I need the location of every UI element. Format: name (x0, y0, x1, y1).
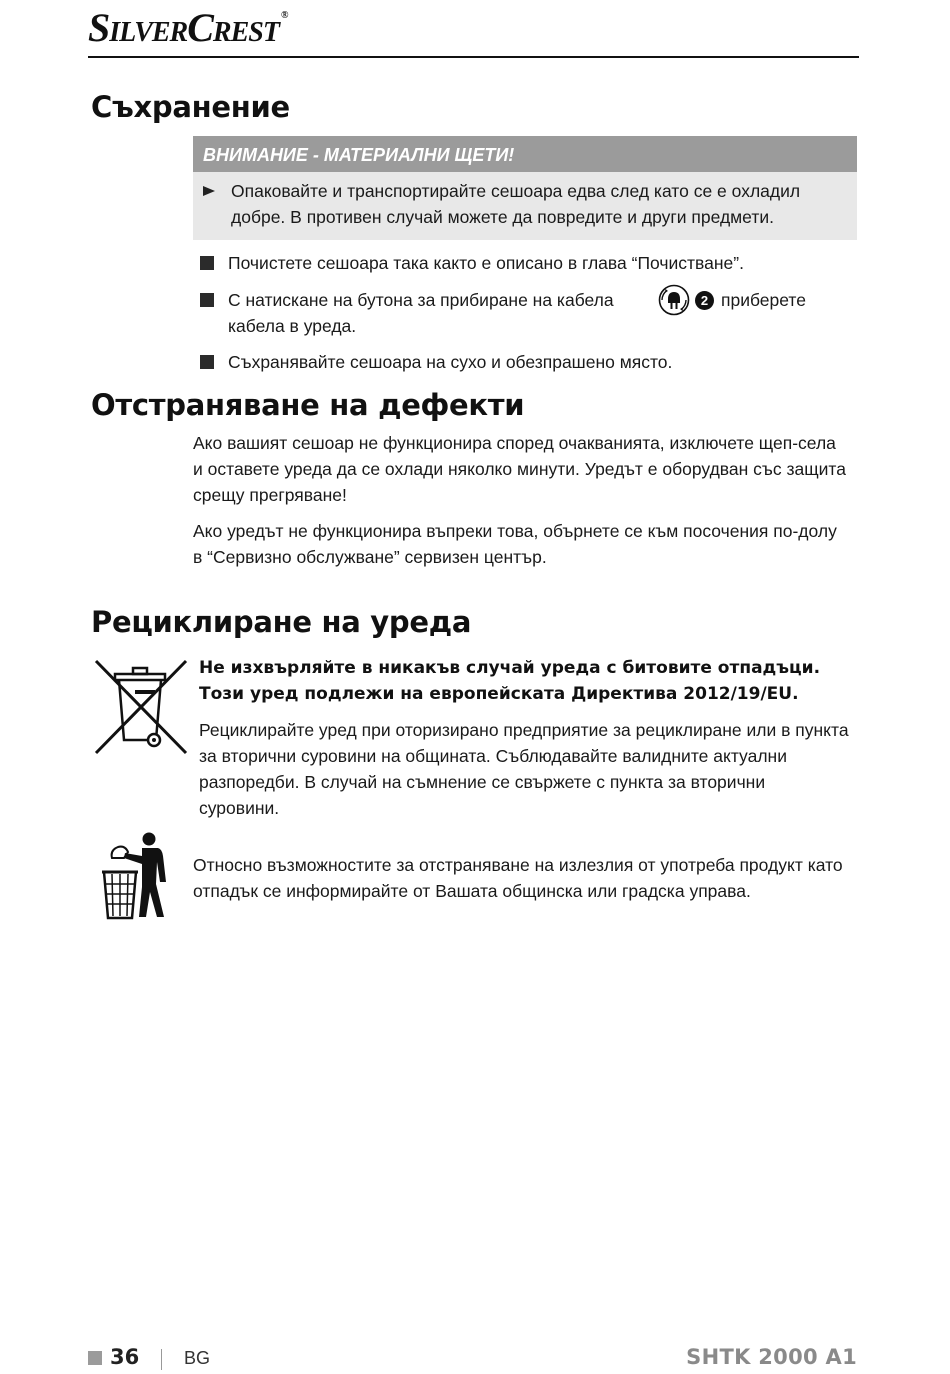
footer-language: BG (184, 1348, 211, 1368)
storage-bullet-3: Съхранявайте сешоара на сухо и обезпрашено място. (228, 352, 673, 372)
storage-title: Съхранение (91, 90, 290, 124)
storage-bullet-2-part-c: кабела в уреда. (228, 316, 357, 336)
warning-text: Опаковайте и транспортирайте сешоара едва след като се е охладил добре. В противен случай можете да повредите и други предмети. (231, 181, 801, 227)
footer-marker (88, 1351, 102, 1365)
warning-title: ВНИМАНИЕ - МАТЕРИАЛНИ ЩЕТИ! (193, 136, 857, 172)
cord-rewind-icon (658, 284, 690, 316)
callout-number-badge: 2 (695, 291, 714, 310)
recycling-warning-line-2: Този уред подлежи на европейската Директива 2012/19/EU. (199, 684, 799, 704)
square-bullet-icon (200, 293, 214, 307)
header-rule (88, 56, 859, 58)
brand-name: SilverCrest (88, 5, 279, 50)
recycling-paragraph-2: Относно възможностите за отстраняване на излезлия от употреба продукт като отпадък се информирайте от Вашата общинска или градска управа. (193, 855, 843, 901)
page-number: 36 (110, 1345, 140, 1369)
crossed-out-bin-icon (93, 658, 189, 756)
square-bullet-icon (200, 256, 214, 270)
recycling-warning-line-1: Не изхвърляйте в никакъв случай уреда с битовите отпадъци. (199, 658, 821, 678)
footer-model: SHTK 2000 A1 (686, 1345, 857, 1369)
troubleshooting-paragraph-1: Ако вашият сешоар не функционира според очакванията, изключете щеп-села и оставете уреда да се охлади няколко минути. Уредът е оборудван със защита срещу прегряване! (193, 433, 846, 505)
square-bullet-icon (200, 355, 214, 369)
recycling-title: Рециклиране на уреда (91, 605, 472, 639)
brand-logo (88, 4, 287, 51)
recycling-paragraph-1: Рециклирайте уред при оторизирано предприятие за рециклиране или в пункта за вторични суровини на общината. Съблюдавайте валидните актуални разпоредби. В случай на съмнение се свържете с пункта за вторични суровини. (199, 720, 849, 818)
footer-divider (161, 1349, 162, 1370)
storage-bullet-1: Почистете сешоара така както е описано в глава “Почистване”. (228, 253, 744, 273)
tidyman-disposal-icon (100, 832, 172, 920)
troubleshooting-paragraph-2: Ако уредът не функционира въпреки това, обърнете се към посочения по-долу в “Сервизно обслужване” сервизен център. (193, 521, 837, 567)
troubleshooting-title: Отстраняване на дефекти (91, 388, 525, 422)
registered-mark: ® (280, 10, 288, 21)
storage-bullet-2-part-a: С натискане на бутона за прибиране на кабела (228, 290, 614, 310)
warning-box (193, 136, 857, 240)
arrow-bullet-icon (203, 186, 215, 196)
storage-bullet-2-part-b: приберете (721, 290, 806, 310)
